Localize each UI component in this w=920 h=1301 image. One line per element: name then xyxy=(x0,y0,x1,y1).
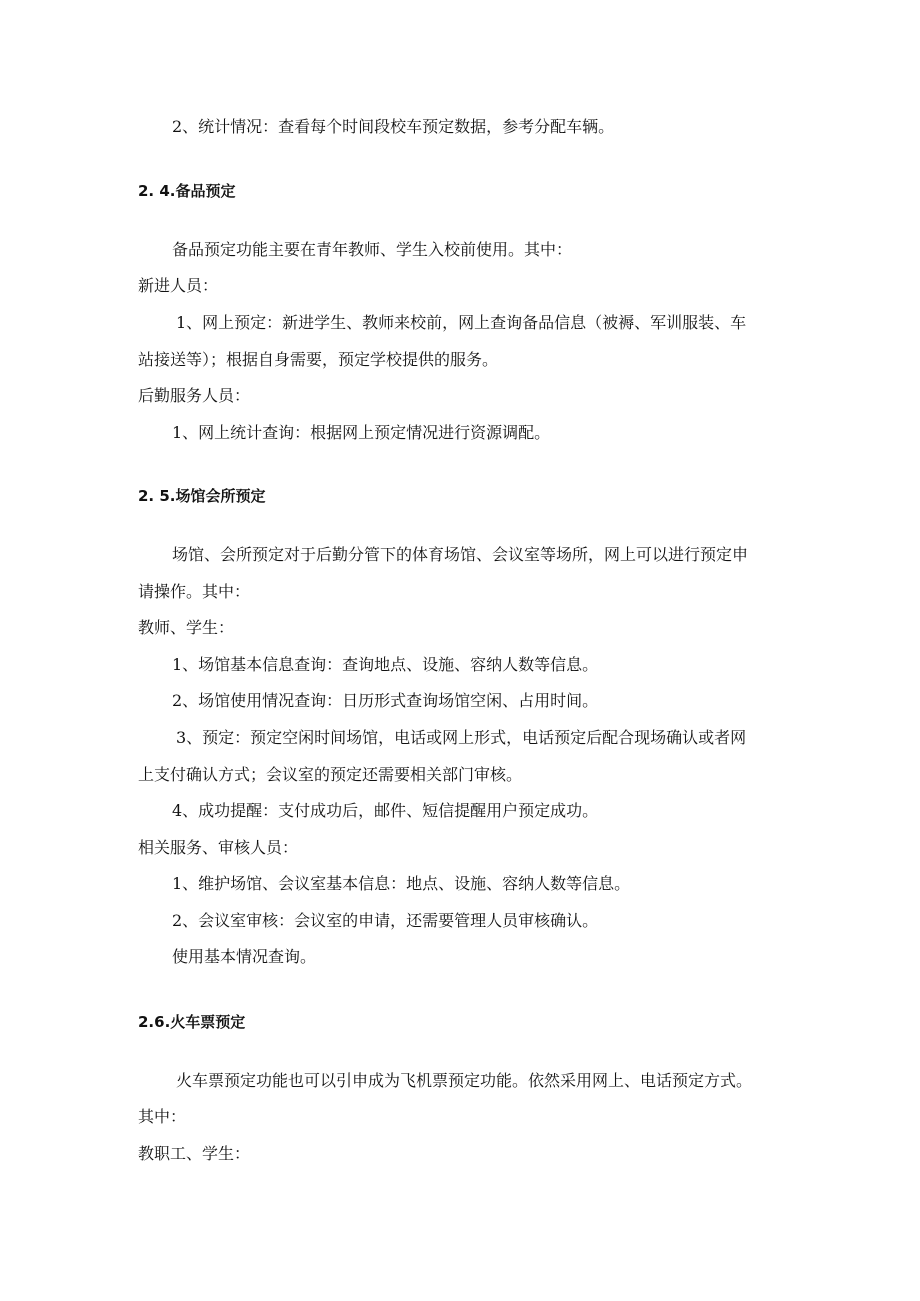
list-item-meeting-room-review: 2、会议室审核：会议室的申请，还需要管理人员审核确认。 xyxy=(172,911,599,930)
section-2-5-paragraph-line1: 场馆、会所预定对于后勤分管下的体育场馆、会议室等场所，网上可以进行预定申 xyxy=(172,545,749,564)
list-item-online-booking-line1: 1、网上预定：新进学生、教师来校前，网上查询备品信息（被褥、军训服装、车 xyxy=(176,313,747,332)
section-2-6-paragraph-line2: 其中： xyxy=(138,1107,187,1126)
list-item-venue-usage-query: 2、场馆使用情况查询：日历形式查询场馆空闲、占用时间。 xyxy=(172,691,599,710)
section-heading-2-6: 2.6.火车票预定 xyxy=(138,1013,246,1031)
list-item-venue-info-query: 1、场馆基本信息查询：查询地点、设施、容纳人数等信息。 xyxy=(172,655,599,674)
section-heading-2-5: 2. 5.场馆会所预定 xyxy=(138,487,266,505)
section-2-6-paragraph-line1: 火车票预定功能也可以引申成为飞机票预定功能。依然采用网上、电话预定方式。 xyxy=(176,1071,753,1090)
group-label-staff-students: 教职工、学生： xyxy=(138,1144,251,1163)
group-label-logistics-staff: 后勤服务人员： xyxy=(138,386,251,405)
list-item-online-booking-line2: 站接送等）；根据自身需要，预定学校提供的服务。 xyxy=(138,350,499,369)
intro-list-item: 2、统计情况：查看每个时间段校车预定数据，参考分配车辆。 xyxy=(172,117,615,136)
list-item-online-statistics: 1、网上统计查询：根据网上预定情况进行资源调配。 xyxy=(172,423,551,442)
group-label-teachers-students: 教师、学生： xyxy=(138,618,235,637)
section-2-5-paragraph-line2: 请操作。其中： xyxy=(138,582,251,601)
section-2-4-paragraph: 备品预定功能主要在青年教师、学生入校前使用。其中： xyxy=(172,240,573,259)
group-label-service-review-staff: 相关服务、审核人员： xyxy=(138,838,299,857)
section-heading-2-4: 2. 4.备品预定 xyxy=(138,182,236,200)
group-label-new-staff: 新进人员： xyxy=(138,276,219,295)
list-item-success-reminder: 4、成功提醒：支付成功后，邮件、短信提醒用户预定成功。 xyxy=(172,801,599,820)
list-item-booking-line2: 上支付确认方式；会议室的预定还需要相关部门审核。 xyxy=(138,765,523,784)
list-item-booking-line1: 3、预定：预定空闲时间场馆，电话或网上形式，电话预定后配合现场确认或者网 xyxy=(176,728,747,747)
list-item-usage-query: 使用基本情况查询。 xyxy=(172,947,317,966)
list-item-maintain-venue-info: 1、维护场馆、会议室基本信息：地点、设施、容纳人数等信息。 xyxy=(172,874,631,893)
